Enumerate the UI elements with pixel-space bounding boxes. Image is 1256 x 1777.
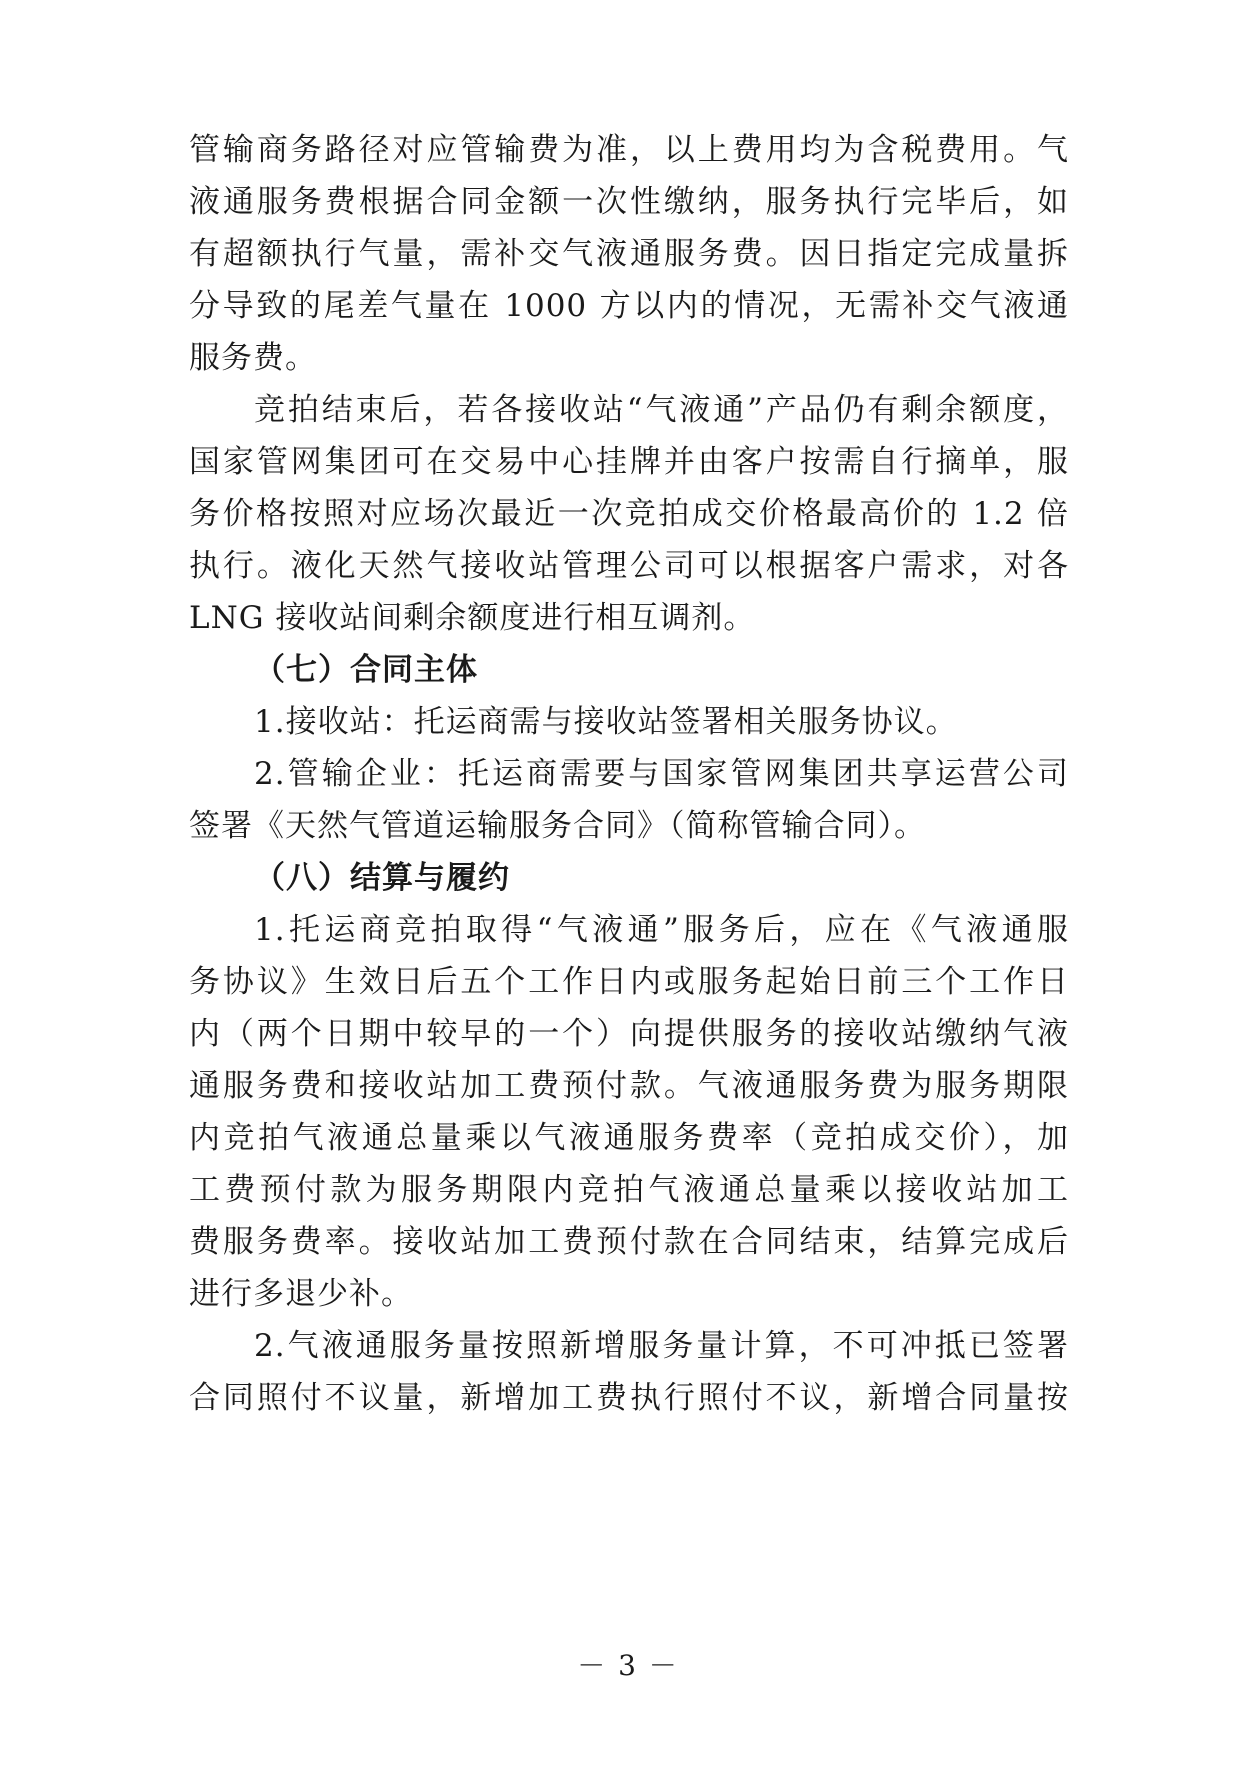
body-line: 执行。液化天然气接收站管理公司可以根据客户需求，对各 bbox=[189, 548, 1069, 584]
paragraph-first-line: 2.管输企业：托运商需要与国家管网集团共享运营公司 bbox=[254, 756, 1069, 792]
body-line: 务协议》生效日后五个工作日内或服务起始日前三个工作日 bbox=[189, 964, 1069, 1000]
body-line: 液通服务费根据合同金额一次性缴纳，服务执行完毕后，如 bbox=[189, 184, 1069, 220]
body-line: 合同照付不议量，新增加工费执行照付不议，新增合同量按 bbox=[189, 1380, 1069, 1416]
body-line: 务价格按照对应场次最近一次竞拍成交价格最高价的 1.2 倍 bbox=[189, 496, 1069, 532]
body-line: 内（两个日期中较早的一个）向提供服务的接收站缴纳气液 bbox=[189, 1016, 1069, 1052]
paragraph-first-line: 1.托运商竞拍取得“气液通”服务后，应在《气液通服 bbox=[254, 912, 1069, 948]
body-line: 国家管网集团可在交易中心挂牌并由客户按需自行摘单，服 bbox=[189, 444, 1069, 480]
body-line: 签署《天然气管道运输服务合同》（简称管输合同）。 bbox=[189, 808, 926, 844]
body-line: 费服务费率。接收站加工费预付款在合同结束，结算完成后 bbox=[189, 1224, 1069, 1260]
paragraph-first-line: 1.接收站：托运商需与接收站签署相关服务协议。 bbox=[254, 704, 958, 740]
body-line: 管输商务路径对应管输费为准，以上费用均为含税费用。气 bbox=[189, 132, 1069, 168]
body-line: 工费预付款为服务期限内竞拍气液通总量乘以接收站加工 bbox=[189, 1172, 1069, 1208]
paragraph-first-line: 2.气液通服务量按照新增服务量计算，不可冲抵已签署 bbox=[254, 1328, 1069, 1364]
body-line: 服务费。 bbox=[189, 340, 317, 376]
body-line: 分导致的尾差气量在 1000 方以内的情况，无需补交气液通 bbox=[189, 288, 1069, 324]
body-line: 进行多退少补。 bbox=[189, 1276, 413, 1312]
body-line: LNG 接收站间剩余额度进行相互调剂。 bbox=[189, 600, 756, 636]
body-line: 内竞拍气液通总量乘以气液通服务费率（竞拍成交价），加 bbox=[189, 1120, 1069, 1156]
section-heading-settlement: （八）结算与履约 bbox=[254, 860, 510, 896]
page-number: － 3 － bbox=[577, 1649, 679, 1682]
paragraph-first-line: 竞拍结束后，若各接收站“气液通”产品仍有剩余额度， bbox=[254, 392, 1069, 428]
body-line: 通服务费和接收站加工费预付款。气液通服务费为服务期限 bbox=[189, 1068, 1069, 1104]
section-heading-contract-parties: （七）合同主体 bbox=[254, 652, 478, 688]
body-line: 有超额执行气量，需补交气液通服务费。因日指定完成量拆 bbox=[189, 236, 1069, 272]
